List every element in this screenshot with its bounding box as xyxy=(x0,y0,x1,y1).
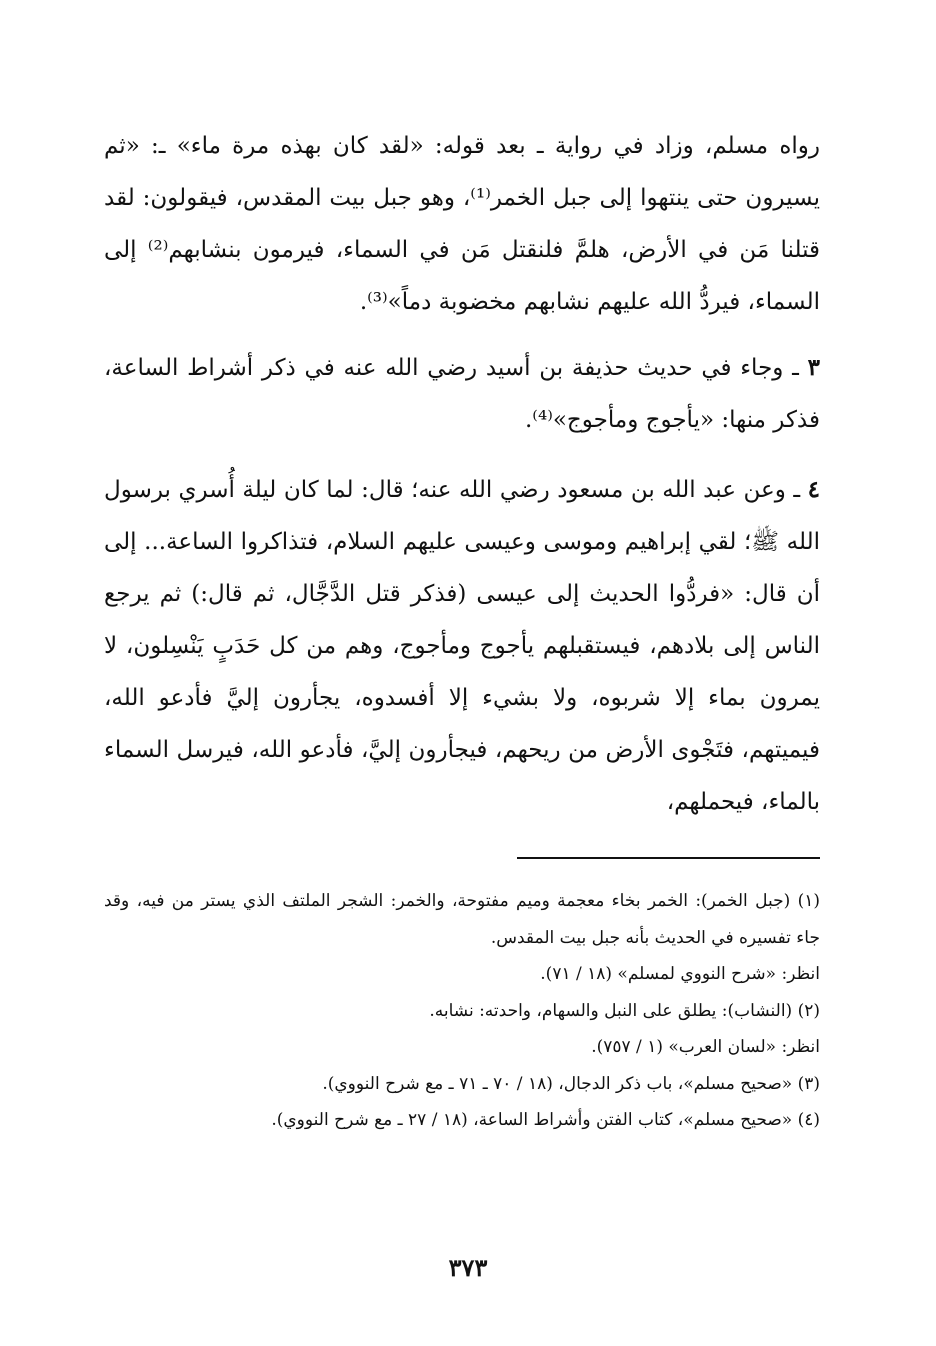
paragraph-continued xyxy=(104,120,820,328)
paragraph-3 xyxy=(104,342,820,446)
footnotes xyxy=(104,883,820,1139)
paragraph-text: ـ وجاء في حديث حذيفة بن أسيد رضي الله عنه في ذكر أشراط الساعة، فذكر منها: «يأجوج ومأجوج»⁽⁴⁾. xyxy=(104,355,820,433)
paragraph-number: ٣ xyxy=(807,354,820,381)
paragraph-4 xyxy=(104,464,820,828)
paragraph-number: ٤ xyxy=(807,476,821,503)
footnote-1-reference: انظر: «شرح النووي لمسلم» (١٨ / ٧١). xyxy=(540,964,820,984)
footnote-3: (٣) «صحيح مسلم»، باب ذكر الدجال، (١٨ / ٧٠ ـ ٧١ ـ مع شرح النووي). xyxy=(322,1073,820,1094)
main-text xyxy=(104,120,820,828)
footnote-2: (٢) (النشاب): يطلق على النبل والسهام، واحدته: نشابه. xyxy=(429,1000,820,1021)
page-number: ٣٧٣ xyxy=(448,1253,488,1282)
footnote-1: (١) (جبل الخمر): الخمر بخاء معجمة وميم مفتوحة، والخمر: الشجر الملتف الذي يستر من فيه، وقد جاء تفسيره في الحديث بأنه جبل بيت المقدس. xyxy=(104,891,820,948)
footnote-divider xyxy=(517,857,820,859)
paragraph-text: ـ وعن عبد الله بن مسعود رضي الله عنه؛ قال: لما كان ليلة أُسري برسول الله ﷺ؛ لقي إبراهيم وموسى وعيسى عليهم السلام، فتذاكروا الساعة... إلى أن قال: «فردُّوا الحديث إلى عيسى (فذكر قتل الدَّجَّال، ثم قال:) ثم يرجع الناس إلى بلادهم، فيستقبلهم يأجوج ومأجوج، وهم من كل حَدَبٍ يَنْسِلون، لا يمرون بماء إلا شربوه، ولا بشيء إلا أفسدوه، يجأرون إليَّ فأدعو الله، فيميتهم، فتَجْوى الأرض من ريحهم، فيجأرون إليَّ، فأدعو الله، فيرسل السماء بالماء، فيحملهم، xyxy=(104,477,820,815)
paragraph-text: رواه مسلم، وزاد في رواية ـ بعد قوله: «لقد كان بهذه مرة ماء» ـ: «ثم يسيرون حتى ينتهوا إلى جبل الخمر⁽¹⁾، وهو جبل بيت المقدس، فيقولون: لقد قتلنا مَن في الأرض، هلمَّ فلنقتل مَن في السماء، فيرمون بنشابهم⁽²⁾ إلى السماء، فيردُّ الله عليهم نشابهم مخضوبة دماً»⁽³⁾. xyxy=(104,133,820,315)
footnote-4: (٤) «صحيح مسلم»، كتاب الفتن وأشراط الساعة، (١٨ / ٢٧ ـ مع شرح النووي). xyxy=(271,1110,820,1130)
footnote-2-reference: انظر: «لسان العرب» (١ / ٧٥٧). xyxy=(591,1037,820,1057)
